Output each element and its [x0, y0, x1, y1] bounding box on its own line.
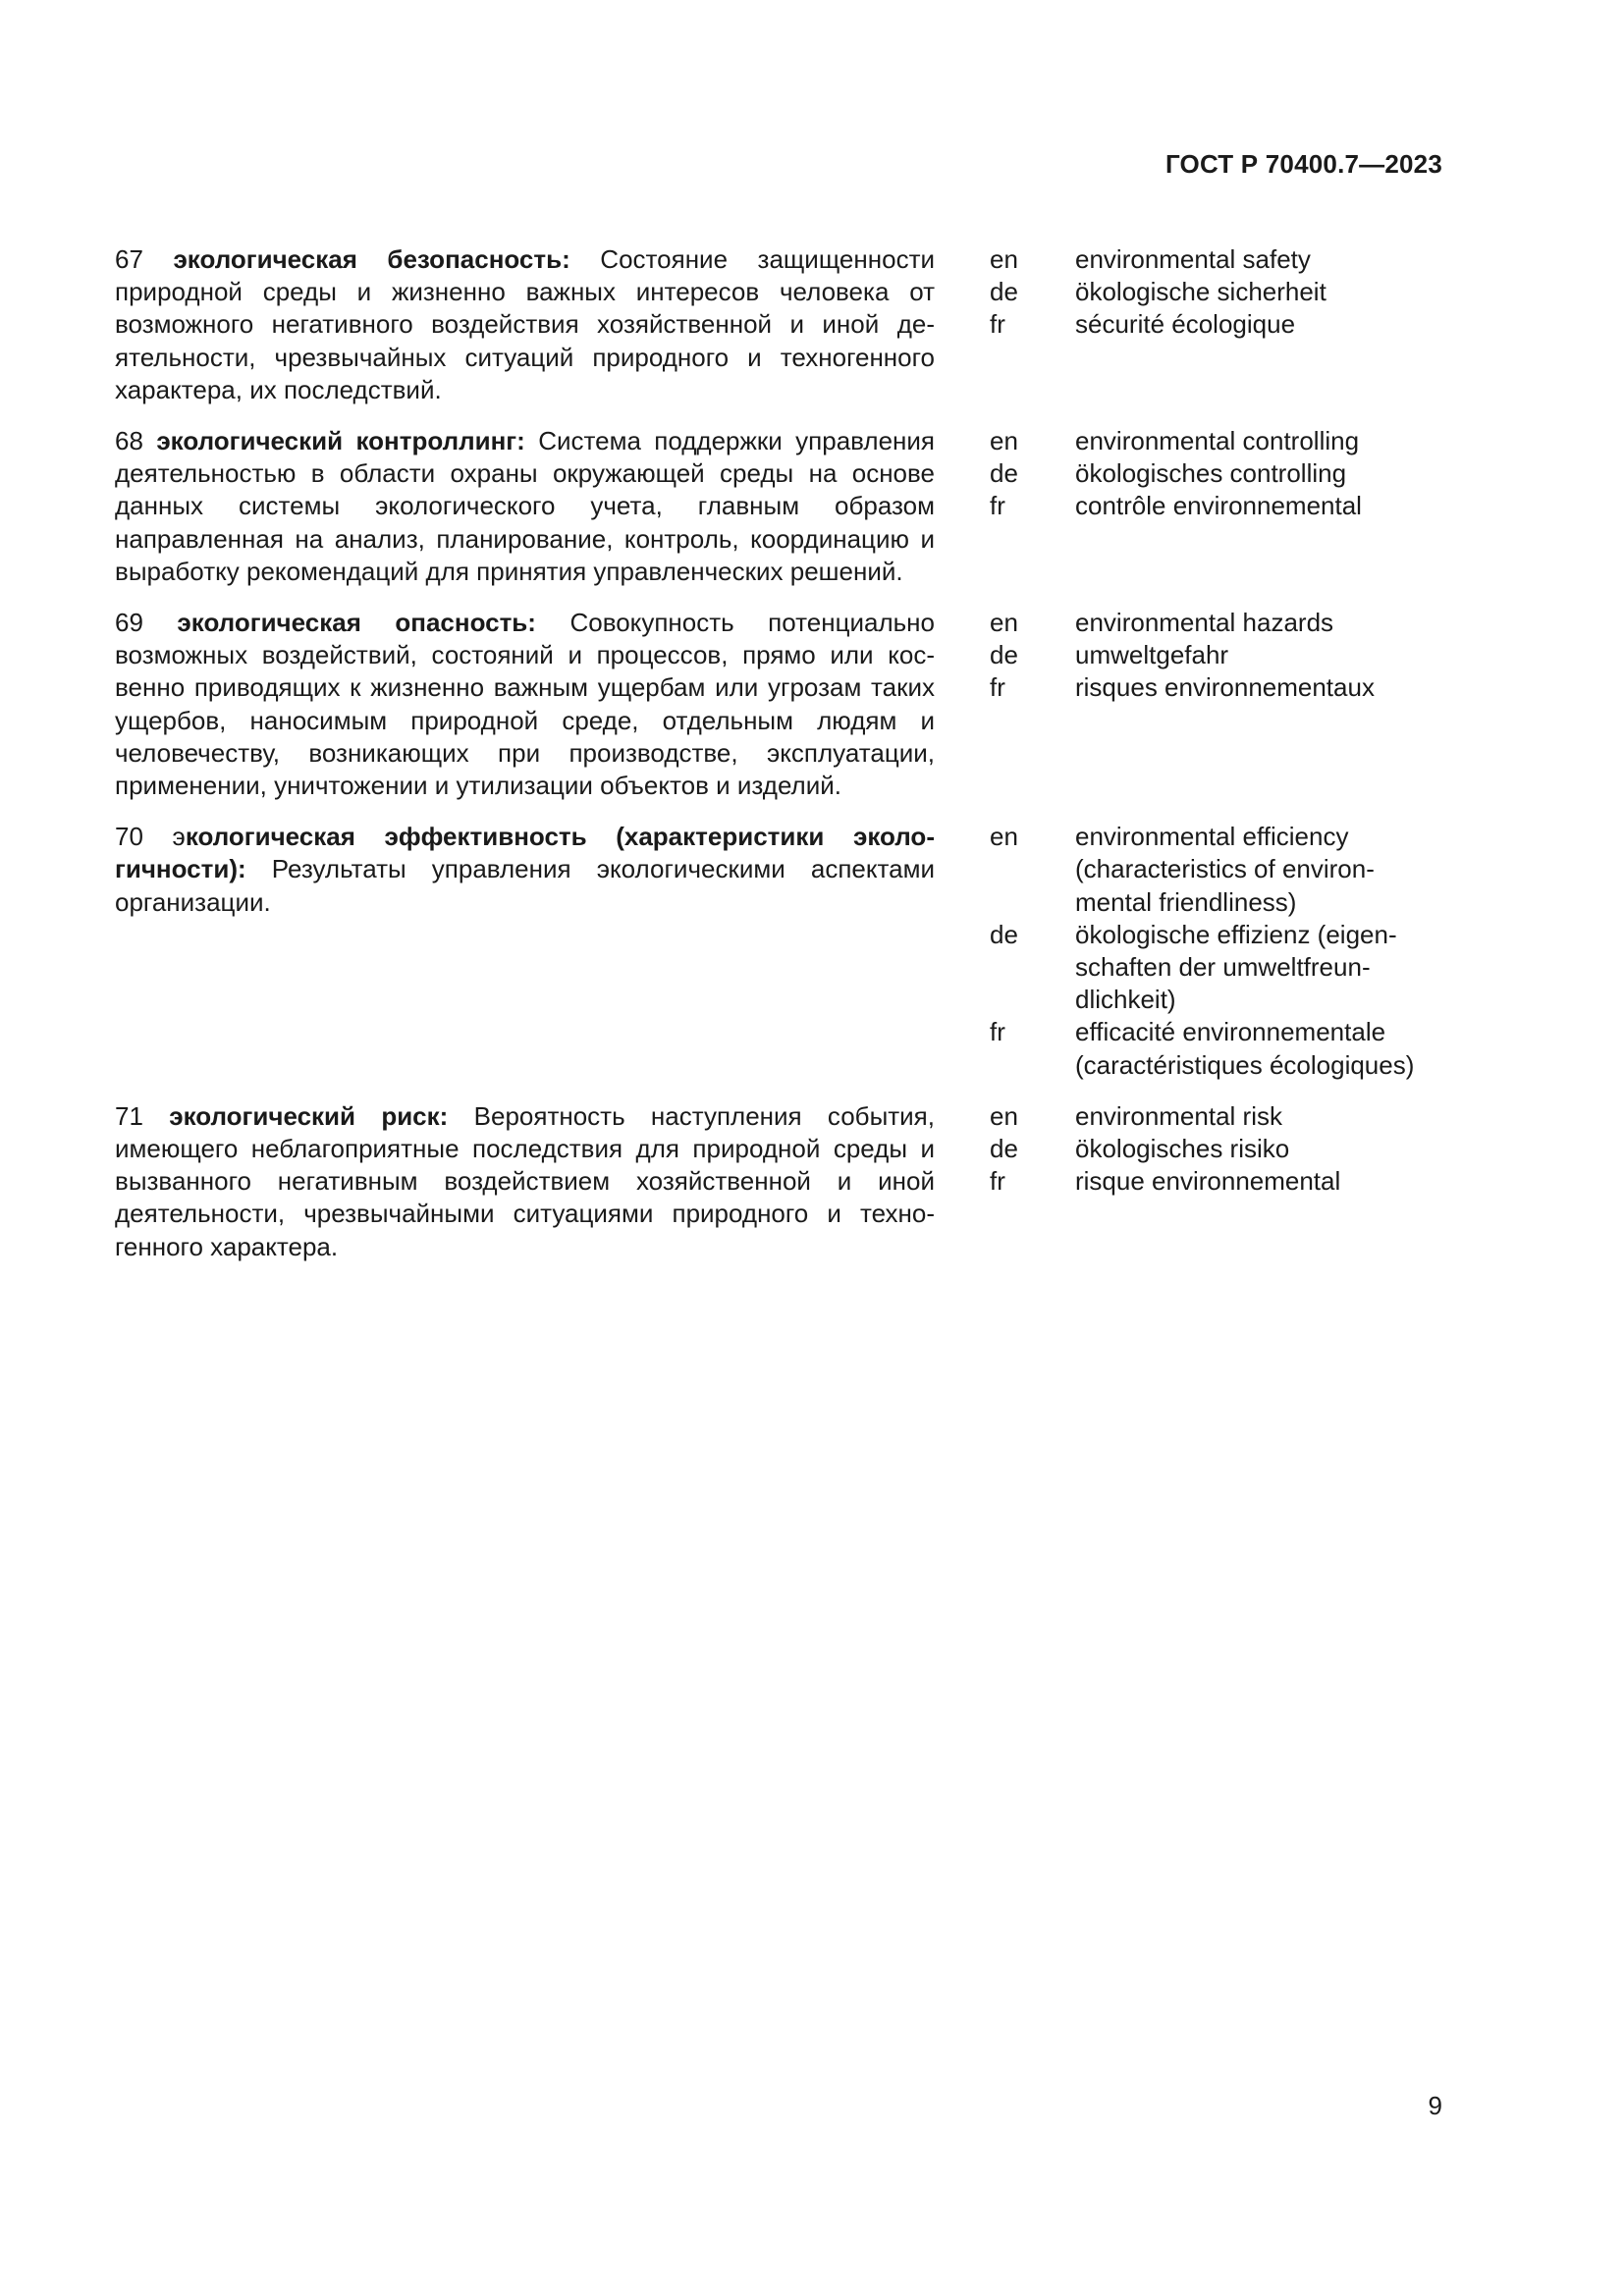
equivalent-term: umweltgefahr	[1075, 640, 1229, 670]
foreign-equivalents	[990, 425, 1442, 523]
foreign-equivalents	[990, 1100, 1442, 1199]
lang-code: fr	[990, 1017, 1005, 1047]
definition-block	[115, 243, 935, 406]
equivalent-fr	[990, 490, 1442, 522]
lang-code: de	[990, 1134, 1018, 1164]
equivalent-de	[990, 276, 1442, 308]
definition-text: Совокупность потенциально возможных воздействий, состояний и процессов, прямо или косвенно приводящих к жизненно важным ущербам или угрозам таких ущербов, наносимым природной среде, отдельным людям и человечеству, возникающих при производстве, эксплуатации, применении, уничтожении и утилизации объектов и изделий.	[115, 608, 935, 801]
term-name: экологический риск:	[169, 1100, 449, 1131]
equivalent-term: risque environnemental	[1075, 1166, 1341, 1197]
lang-code: en	[990, 244, 1018, 274]
equivalent-term: environmental risk	[1075, 1100, 1282, 1131]
foreign-equivalents	[990, 243, 1442, 342]
definition-block	[115, 425, 935, 588]
equivalent-de	[990, 1133, 1442, 1165]
equivalent-de	[990, 457, 1442, 490]
foreign-equivalents	[990, 607, 1442, 705]
equivalent-de	[990, 919, 1442, 1017]
lang-code: en	[990, 426, 1018, 456]
lang-code: en	[990, 1100, 1018, 1131]
entry-number: 70 э	[115, 822, 186, 852]
equivalent-en	[990, 425, 1442, 457]
term-entry-70	[115, 821, 1442, 1082]
lang-code: de	[990, 640, 1018, 670]
entry-number: 71	[115, 1100, 143, 1131]
term-entry-68	[115, 425, 1442, 588]
page-number: 9	[1428, 2091, 1442, 2120]
document-standard-code: ГОСТ Р 70400.7—2023	[1164, 149, 1442, 179]
equivalent-term: ökologische sicherheit	[1075, 277, 1326, 307]
lang-code: de	[990, 458, 1018, 489]
definition-block	[115, 1100, 935, 1263]
entry-number: 67	[115, 244, 143, 274]
equivalent-fr	[990, 671, 1442, 704]
definition-text: Вероятность наступления события, имеющего неблагоприятные последствия для природной среды и вызванного негативным воздействием хозяйственной и иной деятельности, чрезвычайными ситуациями природного и техногенного характера.	[115, 1100, 935, 1261]
equivalent-de	[990, 639, 1442, 671]
term-entry-71	[115, 1100, 1442, 1263]
lang-code: fr	[990, 491, 1005, 521]
equivalent-term: risques environnementaux	[1075, 672, 1375, 703]
equivalent-en	[990, 821, 1442, 919]
entry-number: 69	[115, 608, 143, 638]
equivalent-en	[990, 1100, 1442, 1133]
term-name: кологическая эффективность (характеристики экологичности):	[115, 822, 935, 884]
equivalent-term: ökologisches risiko	[1075, 1134, 1290, 1164]
equivalent-fr	[990, 1165, 1442, 1198]
equivalent-en	[990, 607, 1442, 639]
lang-code: en	[990, 822, 1018, 852]
lang-code: fr	[990, 672, 1005, 703]
equivalent-fr	[990, 308, 1442, 341]
lang-code: en	[990, 608, 1018, 638]
definition-text: Результаты управления экологическими аспектами организации.	[115, 854, 935, 917]
term-name: экологическая опасность:	[177, 608, 536, 638]
equivalent-term: sécurité écologique	[1075, 309, 1296, 340]
equivalent-term: environmental controlling	[1075, 426, 1360, 456]
equivalent-term: environmental safety	[1075, 244, 1311, 274]
lang-code: de	[990, 277, 1018, 307]
equivalent-term: efficacité environnementale (caractéristiques écologiques)	[1075, 1017, 1415, 1080]
term-name: экологическая безопасность:	[173, 244, 570, 274]
equivalent-term: ökologisches controlling	[1075, 458, 1347, 489]
lang-code: fr	[990, 309, 1005, 340]
definition-block	[115, 821, 935, 919]
definition-block	[115, 607, 935, 802]
equivalent-fr	[990, 1016, 1442, 1081]
equivalent-term: contrôle environnemental	[1075, 491, 1362, 521]
entry-number: 68	[115, 426, 143, 456]
equivalent-en	[990, 243, 1442, 276]
foreign-equivalents	[990, 821, 1442, 1082]
equivalent-term: environmental efficiency (characteristics of environmental friendliness)	[1075, 822, 1375, 917]
term-entry-67	[115, 243, 1442, 406]
term-entry-69	[115, 607, 1442, 802]
equivalent-term: environmental hazards	[1075, 608, 1334, 638]
term-entries	[115, 243, 1442, 1263]
definition-text: Система поддержки управления деятельностью в области охраны окружающей среды на основе данных системы экологического учета, главным образом направленная на анализ, планирование, контроль, координацию и выработку рекомендаций для принятия управленческих решений.	[115, 426, 935, 586]
lang-code: fr	[990, 1166, 1005, 1197]
equivalent-term: ökologische effizienz (eigenschaften der umweltfreundlichkeit)	[1075, 919, 1397, 1015]
lang-code: de	[990, 919, 1018, 949]
term-name: экологический контроллинг:	[156, 426, 525, 456]
definition-text: Состояние защищенности природной среды и жизненно важных интересов человека от возможного негативного воздействия хозяйственной и иной деятельности, чрезвычайных ситуаций природного и техногенного характера, их последствий.	[115, 244, 935, 404]
